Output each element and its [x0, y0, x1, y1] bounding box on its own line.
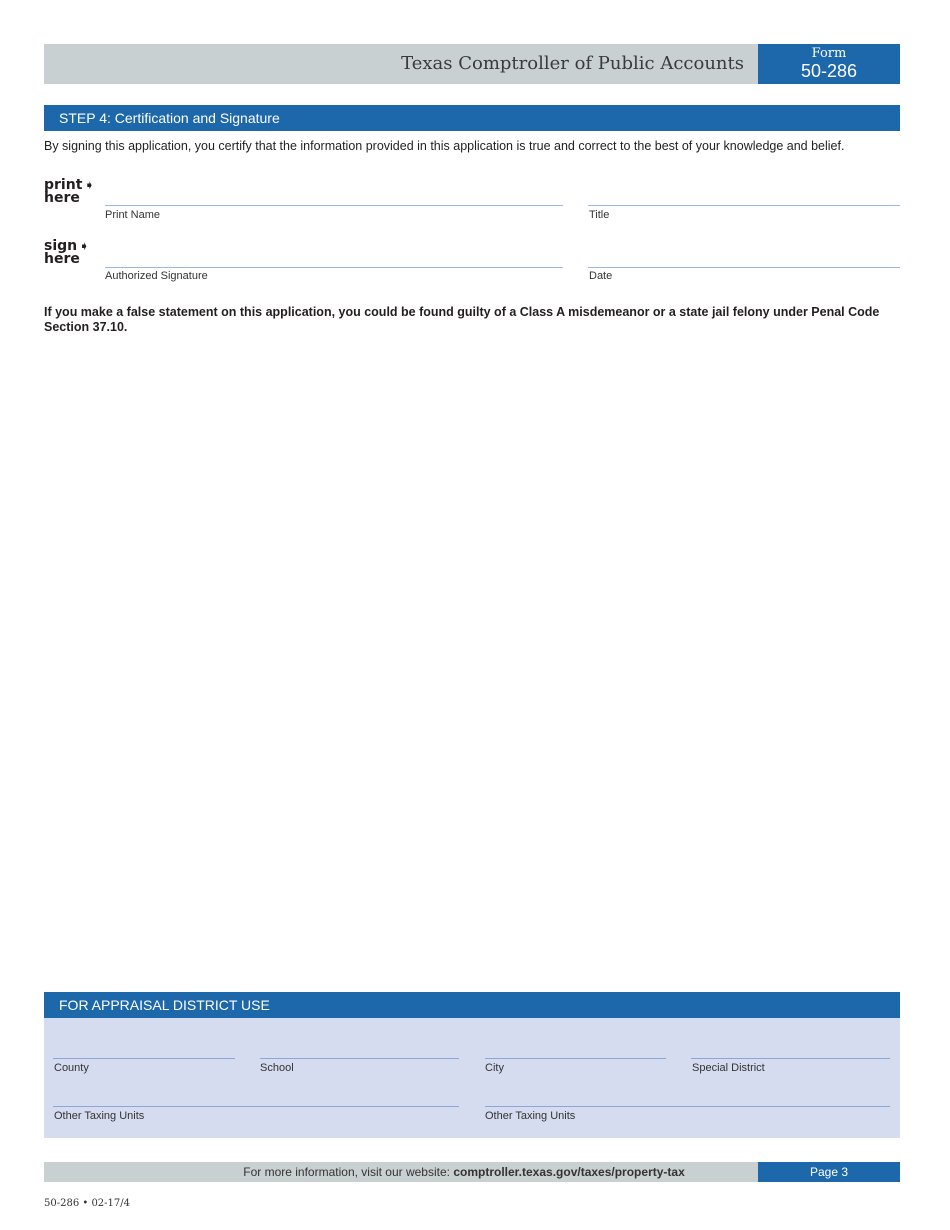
form-number: 50-286	[800, 61, 858, 81]
title-label: Title	[589, 209, 610, 221]
signature-label: Authorized Signature	[105, 270, 208, 282]
sign-stamp-word: sign	[44, 238, 78, 254]
here-stamp-word: here	[44, 190, 80, 206]
date-label: Date	[589, 270, 613, 282]
city-label: City	[485, 1062, 504, 1074]
special-district-label: Special District	[692, 1062, 765, 1074]
sign-here-stamp	[44, 240, 89, 266]
county-field[interactable]	[53, 1058, 235, 1059]
school-label: School	[260, 1062, 294, 1074]
print-here-stamp	[44, 179, 94, 205]
print-name-field[interactable]	[105, 205, 563, 206]
step4-title: STEP 4: Certification and Signature	[44, 105, 900, 131]
county-label: County	[54, 1062, 89, 1074]
other-taxing-units-label-2: Other Taxing Units	[485, 1110, 576, 1122]
other-taxing-units-field-1[interactable]	[53, 1106, 459, 1107]
page-number: Page 3	[758, 1162, 900, 1182]
school-field[interactable]	[260, 1058, 459, 1059]
false-statement-warning: If you make a false statement on this application, you could be found guilty of a Class A misdemeanor or a state jail felony under Penal Code Section 37.10.	[44, 305, 880, 334]
form-code: 50-286 • 02-17/4	[44, 1198, 131, 1209]
footer-info-text: For more information, visit our website:	[243, 1165, 454, 1179]
signature-field[interactable]	[105, 267, 563, 268]
other-taxing-units-field-2[interactable]	[485, 1106, 890, 1107]
form-number-box	[758, 44, 900, 84]
district-use-panel	[44, 1018, 900, 1138]
arrow-right-icon: ➧	[84, 178, 95, 192]
here-stamp-word: here	[44, 251, 80, 267]
district-use-title: FOR APPRAISAL DISTRICT USE	[44, 992, 900, 1018]
form-label: Form	[811, 46, 847, 61]
other-taxing-units-label-1: Other Taxing Units	[54, 1110, 145, 1122]
city-field[interactable]	[485, 1058, 666, 1059]
agency-name: Texas Comptroller of Public Accounts	[401, 53, 744, 74]
website-link[interactable]: comptroller.texas.gov/taxes/property-tax	[453, 1165, 685, 1179]
arrow-right-icon: ➧	[79, 239, 90, 253]
print-stamp-word: print	[44, 177, 83, 193]
certification-text: By signing this application, you certify that the information provided in this application is true and correct to the best of your knowledge and belief.	[44, 139, 845, 153]
special-district-field[interactable]	[691, 1058, 890, 1059]
date-field[interactable]	[588, 267, 900, 268]
title-field[interactable]	[588, 205, 900, 206]
print-name-label: Print Name	[105, 209, 161, 221]
